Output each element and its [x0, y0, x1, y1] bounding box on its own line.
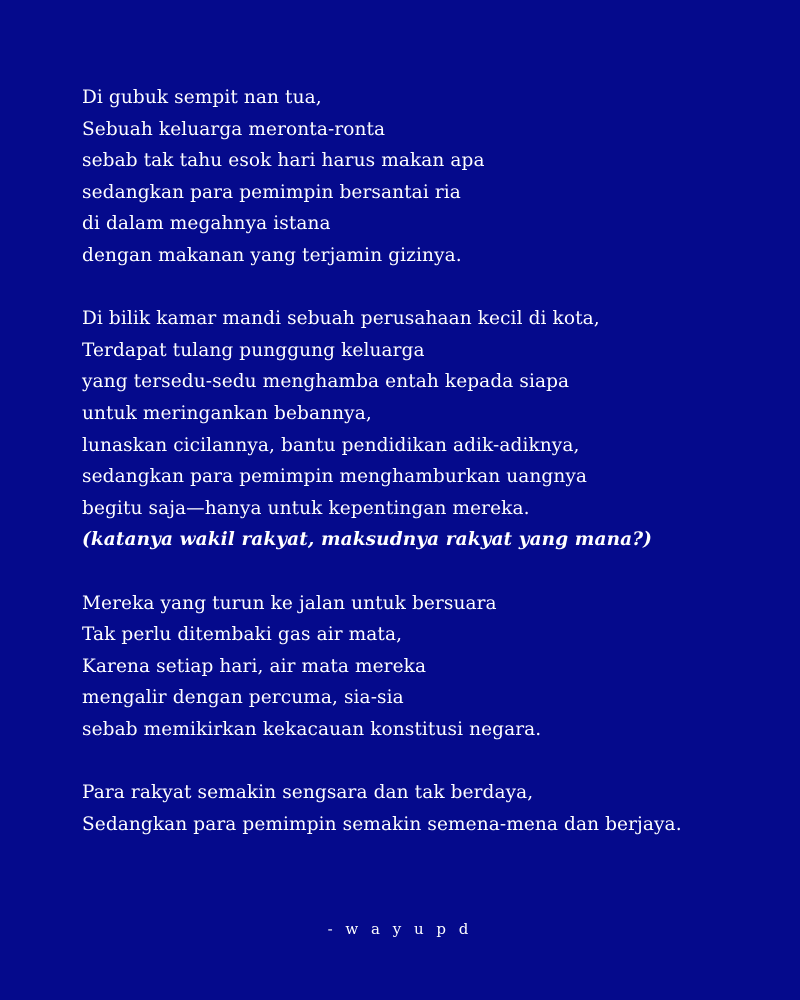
poem-line: begitu saja—hanya untuk kepentingan mereka. [82, 497, 530, 519]
poem-line: Di bilik kamar mandi sebuah perusahaan kecil di kota, [82, 308, 600, 330]
poem-line: sedangkan para pemimpin bersantai ria [82, 181, 461, 203]
poem-line: lunaskan cicilannya, bantu pendidikan adik-adiknya, [82, 434, 580, 456]
poem-line: di dalam megahnya istana [82, 213, 331, 235]
poem-line: Terdapat tulang punggung keluarga [82, 339, 425, 361]
stanza-3 [82, 588, 762, 746]
poem-line-emphasized: (katanya wakil rakyat, maksudnya rakyat yang mana?) [82, 529, 652, 551]
poem-line: Sedangkan para pemimpin semakin semena-mena dan berjaya. [82, 813, 682, 835]
author-signature: - w a y u p d [327, 920, 473, 938]
poem-line: yang tersedu-sedu menghamba entah kepada siapa [82, 371, 570, 393]
stanza-1 [82, 82, 762, 272]
stanza-4 [82, 777, 762, 840]
poem-line: mengalir dengan percuma, sia-sia [82, 687, 404, 709]
poem-line: Mereka yang turun ke jalan untuk bersuara [82, 592, 497, 614]
poem-body [82, 82, 762, 872]
poem-line: Di gubuk sempit nan tua, [82, 87, 322, 108]
poem-line: untuk meringankan bebannya, [82, 402, 372, 424]
poem-line: Tak perlu ditembaki gas air mata, [82, 624, 403, 646]
poem-line: Karena setiap hari, air mata mereka [82, 655, 427, 677]
stanza-2 [82, 303, 762, 556]
poem-line: sebab memikirkan kekacauan konstitusi negara. [82, 718, 542, 740]
poem-line: Para rakyat semakin sengsara dan tak berdaya, [82, 782, 534, 804]
poem-line: dengan makanan yang terjamin gizinya. [82, 244, 462, 266]
poem-line: Sebuah keluarga meronta-ronta [82, 118, 386, 140]
poem-line: sebab tak tahu esok hari harus makan apa [82, 150, 485, 172]
poem-line: sedangkan para pemimpin menghamburkan uangnya [82, 466, 588, 488]
